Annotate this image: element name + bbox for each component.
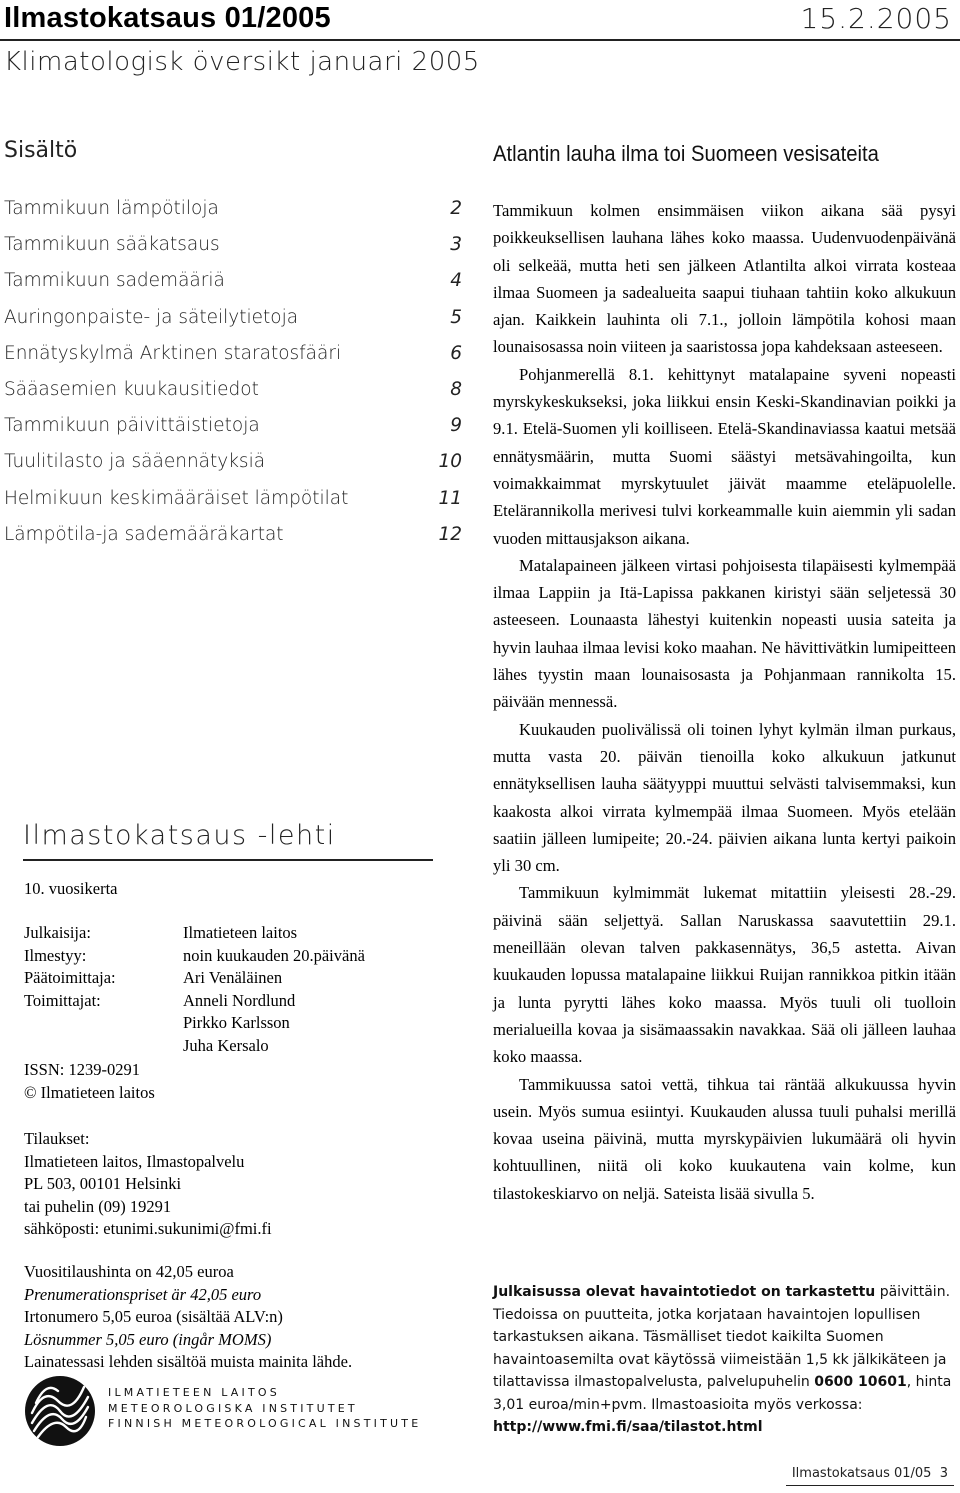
toc-item-label: Tammikuun päivittäistietoja — [4, 415, 260, 437]
footer-divider — [786, 1485, 954, 1486]
masthead-title: Ilmastokatsaus -lehti — [23, 820, 336, 851]
credit-value: Ilmatieteen laitos — [183, 923, 298, 942]
toc-item[interactable] — [4, 524, 464, 560]
service-phone[interactable]: 0600 10601 — [814, 1374, 907, 1390]
volume-label: 10. vuosikerta — [24, 879, 118, 898]
toc-item-label: Helmikuun keskimääräiset lämpötilat — [4, 487, 349, 509]
credit-value: noin kuukauden 20.päivänä — [183, 945, 365, 965]
price-line: Prenumerationspriset är 42,05 euro — [24, 1284, 262, 1304]
copyright-label: © Ilmatieteen laitos — [24, 1083, 155, 1102]
article-paragraph: Tammikuun kylmimmät lukemat mitattiin yleisesti 28.-29. päivinä sään seljettyä. Sallan Naruskassa saavutettiin 29.1. meneillään olevan talven pakkasennätys, 36,5 astetta. Aivan kuukauden lopussa matalapaine liikkui Ruijan rannikkoa pitkin itään ja lunta pyrytti lähes koko maassa. Myös tuuli oli tuolloin merialueilla kovaa ja sisämaassakin navakkaa. Sää oli jälleen lauhaa koko maassa. — [493, 883, 956, 1067]
header-divider — [0, 39, 960, 41]
masthead-divider — [23, 859, 433, 861]
toc-item[interactable] — [4, 307, 464, 343]
credit-key: Ilmestyy: — [24, 945, 87, 965]
publication-title: Ilmastokatsaus 01/2005 — [4, 2, 331, 34]
toc-item-page: 10 — [438, 451, 462, 473]
article-heading: Atlantin lauha ilma toi Suomeen vesisateita — [493, 141, 879, 166]
toc-item-page: 8 — [450, 378, 462, 400]
issn-label: ISSN: 1239-0291 — [24, 1060, 140, 1079]
institute-name-en: FINNISH METEOROLOGICAL INSTITUTE — [108, 1417, 422, 1430]
toc-item-page: 2 — [450, 198, 462, 219]
price-line: Lösnummer 5,05 euro (ingår MOMS) — [24, 1329, 272, 1349]
toc-item[interactable] — [4, 451, 464, 487]
article-paragraph: Pohjanmerellä 8.1. kehittynyt matalapaine syveni nopeasti myrskykeskukseksi, joka liikkui ensin Keski-Skandinavian poikki ja 9.1. Etelä-Suomen yli koilliseen. Etelä-Skandinaviassa kaatui metsää ennätysmäärin, mutta Suomi säästyi metsävahingoilta, kun voimakkaimmat myrskytuulet jäivät maamme eteläpuolelle. Etelärannikolla merivesi tulvi korkeammalle kuin aiemmin yli sadan vuoden mittausjakson aikana. — [493, 364, 956, 548]
toc-item-label: Tammikuun lämpötiloja — [4, 198, 219, 219]
toc-item-page: 6 — [450, 342, 462, 364]
article-body — [493, 197, 956, 1207]
stats-url-link[interactable]: http://www.fmi.fi/saa/tilastot.html — [493, 1419, 763, 1435]
article-paragraph: Matalapaineen jälkeen virtasi pohjoisesta tilapäisesti kylmempää ilmaa Lappiin ja Itä-Lapissa pakkanen kiristyi sään seljetessä 30 asteeseen. Lounaasta lähestyi kuitenkin nopeasti uusia sateita ja hyvin lauhaa ilmaa levisi koko maahan. Ne hävittivätkin lumipeitteen lähes tyystin maan lounaisosasta ja Pohjanmaan rannikolta 15. päivään mennessä. — [493, 555, 956, 712]
toc-item[interactable] — [4, 488, 464, 524]
data-quality-note — [493, 1281, 953, 1439]
credit-value: Pirkko Karlsson — [183, 1013, 290, 1032]
credit-key: Päätoimittaja: — [24, 968, 116, 987]
toc-item[interactable] — [4, 270, 464, 306]
note-body: päivittäin. Tiedoissa on puutteita, jotka korjataan havaintojen lopullisen tarkastuksen aikana. Täsmälliset tiedot kaikilta Suomen havaintoasemilta ovat käytössä viimeistään 1,5 kk jälkikäteen ja tilattavissa ilmastopalvelusta, palvelupuhelin — [493, 1284, 951, 1390]
table-of-contents — [4, 198, 464, 560]
toc-item-page: 3 — [450, 234, 462, 256]
note-lead: Julkaisussa olevat havaintotiedot on tarkastettu — [493, 1284, 876, 1300]
credit-value: Ari Venäläinen — [183, 968, 283, 987]
toc-item[interactable] — [4, 198, 464, 234]
article-paragraph: Tammikuun kolmen ensimmäisen viikon aikana sää pysyi poikkeuksellisen lauhana lähes koko maassa. Uudenvuodenpäivänä oli selkeää, mutta heti sen jälkeen Atlantilta alkoi virrata kosteaa ilmaa Suomeen ja sadealueita saapui tiuhaan tahtiin koko alkukuun ajan. Kaikkein lauhinta oli 7.1., jolloin lämpötila kohosi maan lounaisosassa noin viiteen ja saaristossa jopa kahdeksaan asteeseen. — [493, 201, 956, 357]
page-footer: Ilmastokatsaus 01/05 3 — [791, 1466, 948, 1481]
price-line: Irtonumero 5,05 euroa (sisältää ALV:n) — [24, 1307, 283, 1327]
orders-line: Ilmatieteen laitos, Ilmastopalvelu — [24, 1151, 245, 1171]
toc-item-label: Tammikuun sääkatsaus — [4, 234, 220, 256]
institute-names — [108, 1385, 421, 1432]
orders-line: tai puhelin (09) 19291 — [24, 1196, 172, 1216]
swedish-subtitle: Klimatologisk översikt januari 2005 — [4, 47, 480, 77]
credit-value: Anneli Nordlund — [183, 990, 296, 1010]
price-line: Lainatessasi lehden sisältöä muista mainita lähde. — [24, 1352, 353, 1372]
fmi-logo-icon — [24, 1375, 96, 1447]
credit-value: Juha Kersalo — [183, 1035, 269, 1055]
toc-item[interactable] — [4, 415, 464, 451]
toc-item-label: Auringonpaiste- ja säteilytietoja — [4, 306, 299, 328]
institute-name-sv: METEOROLOGISKA INSTITUTET — [108, 1401, 358, 1415]
price-line: Vuositilaushinta on 42,05 euroa — [24, 1262, 234, 1281]
article-paragraph: Kuukauden puolivälissä oli toinen lyhyt kylmän ilman purkaus, mutta vasta 20. päivän tienoilla koko alkukuun jatkunut ennätyksellisen lauha säätyyppi muuttui selvästi talvisemmaksi, kun kaakosta alkoi virrata kylmempää ilmaa Suomeen. Myös etelään saatiin jälleen lumipeite; 20.-24. päivien aikana lunta kertyi paikoin yli 30 cm. — [493, 719, 956, 876]
toc-item-page: 9 — [450, 415, 462, 437]
note-body: , hinta 3,01 euroa/min+pvm. Ilmastoasioita myös verkossa: — [493, 1374, 952, 1413]
toc-item[interactable] — [4, 343, 464, 379]
toc-item-page: 11 — [438, 487, 462, 509]
article-paragraph: Tammikuussa satoi vettä, tihkua tai räntää alkukuussa hyvin usein. Myös sumua esiintyi. Kuukauden alussa tuuli puhalsi merillä kovaa useina päivinä, mutta myrskypäivien lukumäärä oli hyvin kohtuullinen, niitä oli koko kuukautena vain kolme, kun tilastokeskiarvo on neljä. Sateista lisää sivulla 5. — [493, 1074, 956, 1203]
toc-item-page: 4 — [450, 270, 462, 292]
issue-date: 15.2.2005 — [800, 2, 952, 35]
toc-item-page: 5 — [450, 306, 462, 328]
toc-item-label: Tuulitilasto ja sääennätyksiä — [4, 451, 266, 473]
orders-heading: Tilaukset: — [24, 1129, 90, 1148]
toc-item[interactable] — [4, 379, 464, 415]
credit-key: Toimittajat: — [24, 990, 101, 1010]
toc-item-label: Tammikuun sademääriä — [4, 270, 225, 292]
toc-item[interactable] — [4, 234, 464, 270]
orders-email[interactable]: sähköposti: etunimi.sukunimi@fmi.fi — [24, 1219, 272, 1238]
institute-name-fi: ILMATIETEEN LAITOS — [108, 1386, 280, 1399]
toc-item-label: Ennätyskylmä Arktinen staratosfääri — [4, 342, 342, 364]
orders-line: PL 503, 00101 Helsinki — [24, 1174, 182, 1193]
toc-heading: Sisältö — [4, 138, 78, 163]
toc-item-label: Sääasemien kuukausitiedot — [4, 378, 259, 400]
toc-item-label: Lämpötila-ja sademääräkartat — [4, 523, 284, 545]
credit-key: Julkaisija: — [24, 923, 91, 942]
orders-block — [24, 1128, 272, 1241]
pricing-block — [24, 1261, 352, 1374]
toc-item-page: 12 — [438, 523, 462, 545]
